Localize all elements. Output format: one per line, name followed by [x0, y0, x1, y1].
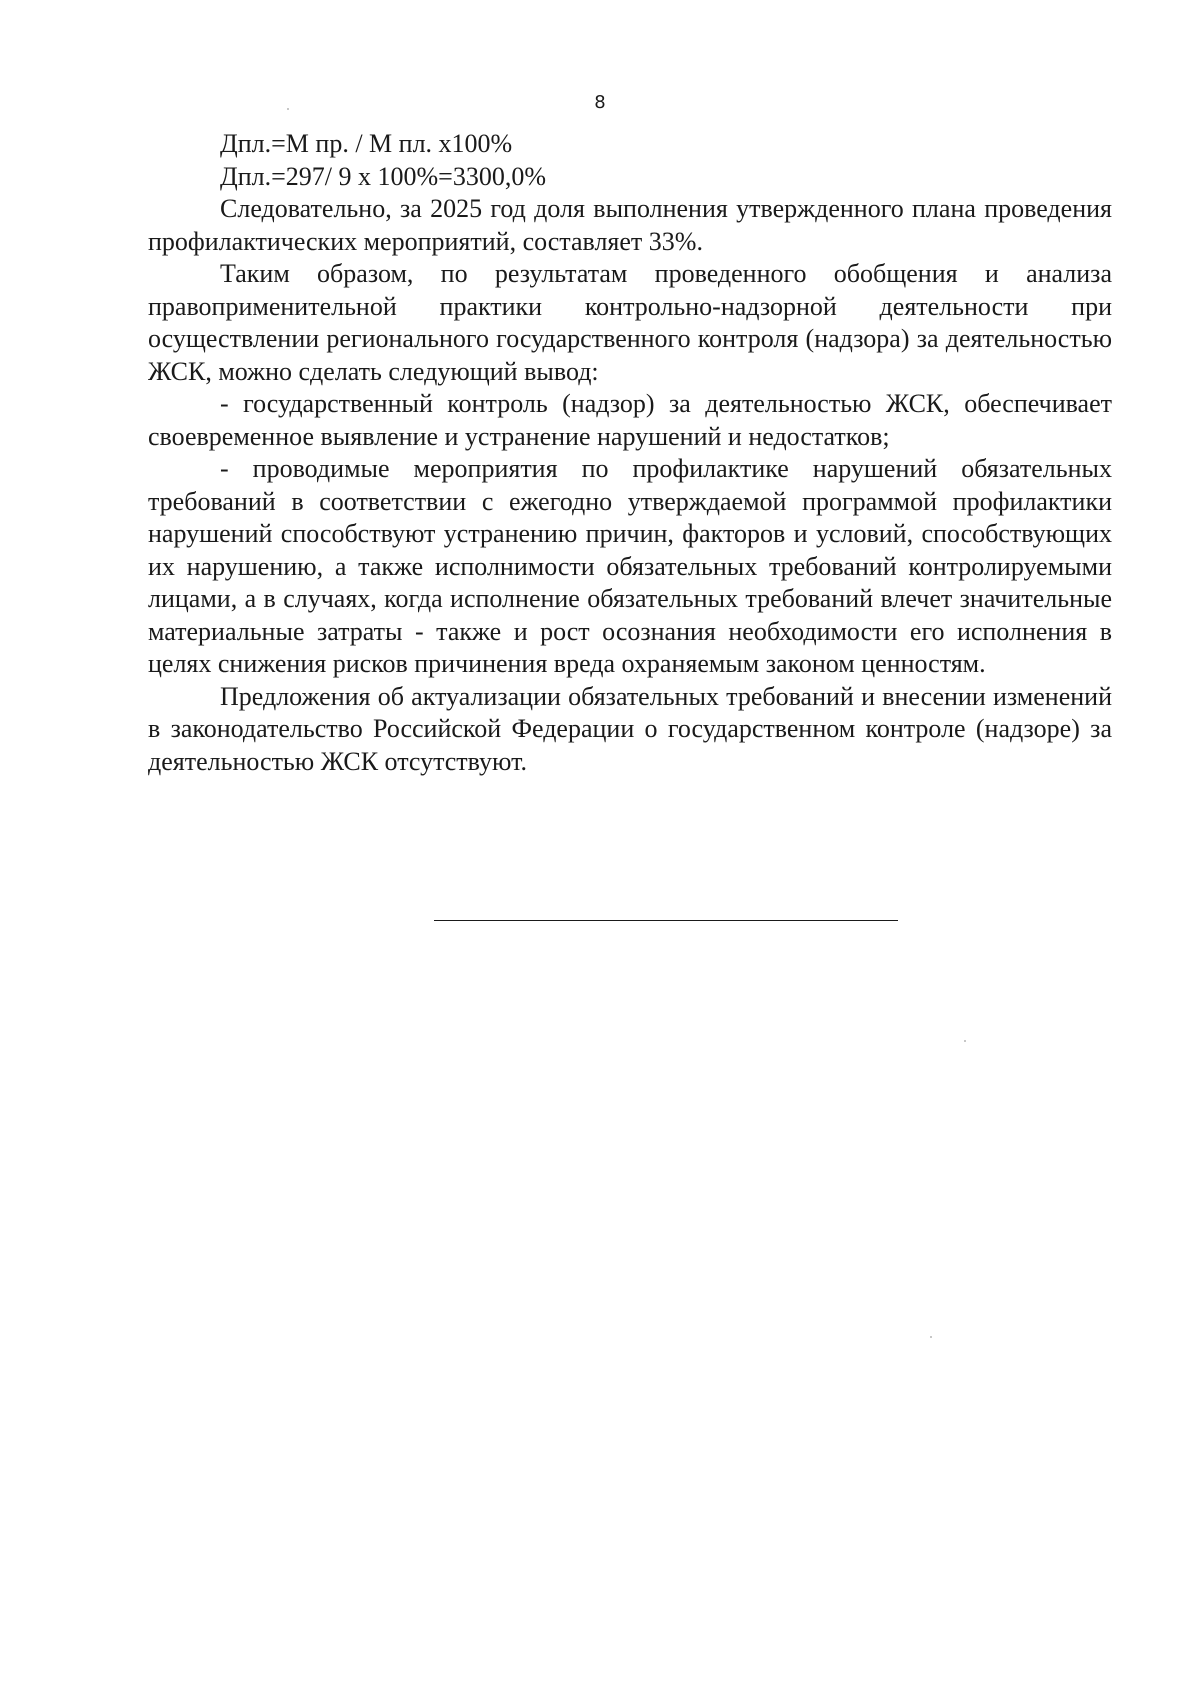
paragraph-proposals: Предложения об актуализации обязательных требований и внесении изменений в законодательство Российской Федерации о государственном контроле (надзоре) за деятельностью ЖСК отсутствуют.: [148, 681, 1112, 776]
scan-speck: [964, 1040, 966, 1042]
scan-speck: [287, 108, 289, 110]
end-divider-line: [434, 920, 898, 921]
formula-line: Дпл.=297/ 9 х 100%=3300,0%: [220, 161, 546, 191]
paragraph-summary: Таким образом, по результатам проведенного обобщения и анализа правоприменительной практики контрольно-надзорной деятельности при осуществлении регионального государственного контроля (надзора) за деятельностью ЖСК, можно сделать следующий вывод:: [148, 259, 1112, 386]
page-number: 8: [594, 92, 606, 113]
document-body: [148, 128, 1112, 778]
paragraph-bullet-control: - государственный контроль (надзор) за деятельностью ЖСК, обеспечивает своевременное выявление и устранение нарушений и недостатков;: [148, 389, 1112, 451]
paragraph-conclusion-share: Следовательно, за 2025 год доля выполнения утвержденного плана проведения профилактических мероприятий, составляет 33%.: [148, 194, 1112, 256]
scan-speck: [930, 1336, 932, 1338]
formula-line: Дпл.=М пр. / М пл. х100%: [220, 129, 513, 158]
paragraph-bullet-prevention: - проводимые мероприятия по профилактике нарушений обязательных требований в соответствии с ежегодно утверждаемой программой профилактики нарушений способствуют устранению причин, факторов и условий, способствующих их нарушению, а также исполнимости обязательных требований контролируемыми лицами, а в случаях, когда исполнение обязательных требований влечет значительные материальные затраты - также и рост осознания необходимости его исполнения в целях снижения рисков причинения вреда охраняемым законом ценностям.: [148, 454, 1112, 678]
